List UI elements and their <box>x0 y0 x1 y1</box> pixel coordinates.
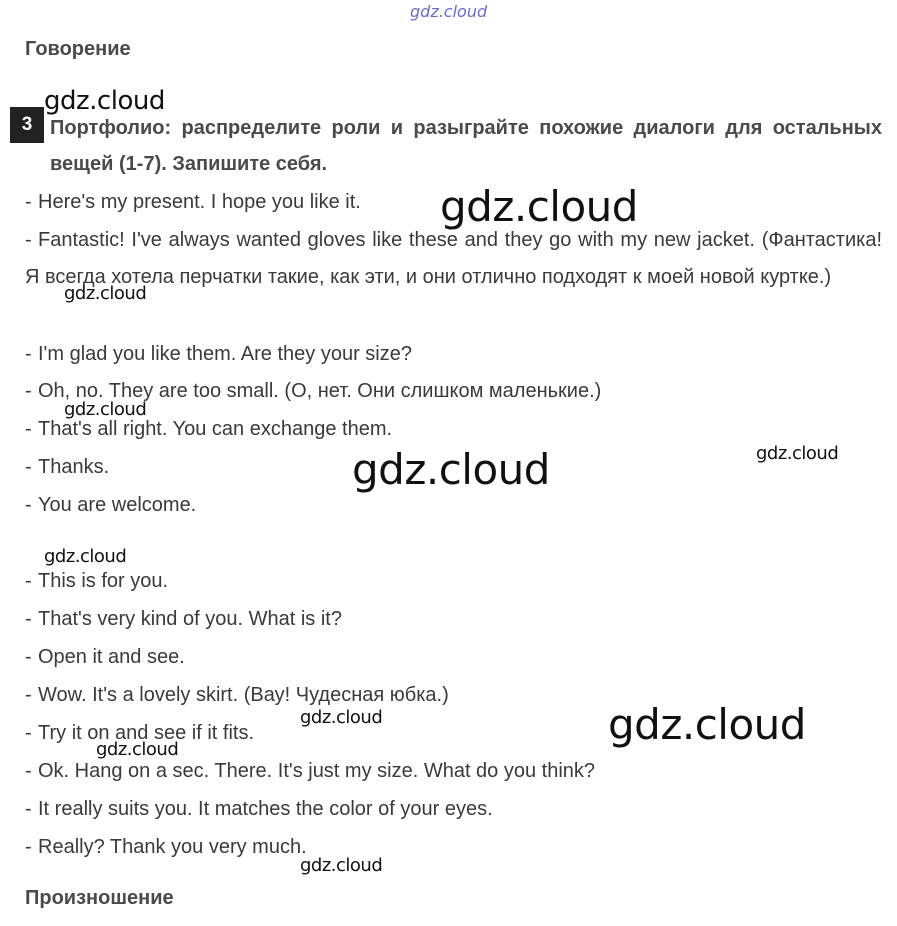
dialogue-line: - Wow. It's a lovely skirt. (Вау! Чудесная юбка.) <box>25 684 449 706</box>
watermark: gdz.cloud <box>64 283 147 304</box>
dash: - <box>25 836 32 858</box>
dialogue-line: - You are welcome. <box>25 494 197 516</box>
dash: - <box>25 494 32 516</box>
header-watermark: gdz.cloud <box>410 2 488 21</box>
dialogue-line: - It really suits you. It matches the color of your eyes. <box>25 798 493 820</box>
dash: - <box>25 760 32 782</box>
task-number-badge: 3 <box>10 107 44 143</box>
dialogue-line: - This is for you. <box>25 570 169 592</box>
dialogue-line: - Fantastic! I've always wanted gloves like these and they go with my new jacket. (Фантастика! Я всегда хотела перчатки такие, как эти, и они отлично подходят к моей новой куртке.) <box>25 222 882 296</box>
dialogue-line: - Really? Thank you very much. <box>25 836 307 858</box>
dash: - <box>25 456 32 478</box>
dash: - <box>25 343 32 365</box>
watermark: gdz.cloud <box>96 739 179 760</box>
watermark: gdz.cloud <box>756 443 839 464</box>
dialogue-line: - Oh, no. They are too small. (О, нет. Они слишком маленькие.) <box>25 380 602 402</box>
watermark: gdz.cloud <box>300 707 383 728</box>
dash: - <box>25 798 32 820</box>
watermark: gdz.cloud <box>300 855 383 876</box>
dash: - <box>25 229 32 251</box>
dash: - <box>25 570 32 592</box>
watermark: gdz.cloud <box>352 445 550 494</box>
section-title-speaking: Говорение <box>25 38 131 60</box>
dash: - <box>25 191 32 213</box>
watermark: gdz.cloud <box>64 399 147 420</box>
watermark: gdz.cloud <box>44 546 127 567</box>
dialogue-line: - Thanks. <box>25 456 110 478</box>
dialogue-line: - That's all right. You can exchange them. <box>25 418 393 440</box>
dash: - <box>25 608 32 630</box>
dash: - <box>25 646 32 668</box>
dialogue-line: - Try it on and see if it fits. <box>25 722 255 744</box>
dialogue-line: - Ok. Hang on a sec. There. It's just my size. What do you think? <box>25 760 596 782</box>
watermark: gdz.cloud <box>440 182 638 231</box>
dialogue-line: - Open it and see. <box>25 646 185 668</box>
dialogue-line: - Here's my present. I hope you like it. <box>25 191 361 213</box>
watermark: gdz.cloud <box>44 86 165 116</box>
dash: - <box>25 380 32 402</box>
dash: - <box>25 722 32 744</box>
dialogue-line: - That's very kind of you. What is it? <box>25 608 342 630</box>
dash: - <box>25 418 32 440</box>
task-instruction: Портфолио: распределите роли и разыграйте похожие диалоги для остальных вещей (1-7). Запишите себя. <box>50 117 882 175</box>
dialogue-line: - I'm glad you like them. Are they your size? <box>25 343 412 365</box>
section-title-pronunciation: Произношение <box>25 887 174 909</box>
watermark: gdz.cloud <box>608 700 806 749</box>
dash: - <box>25 684 32 706</box>
